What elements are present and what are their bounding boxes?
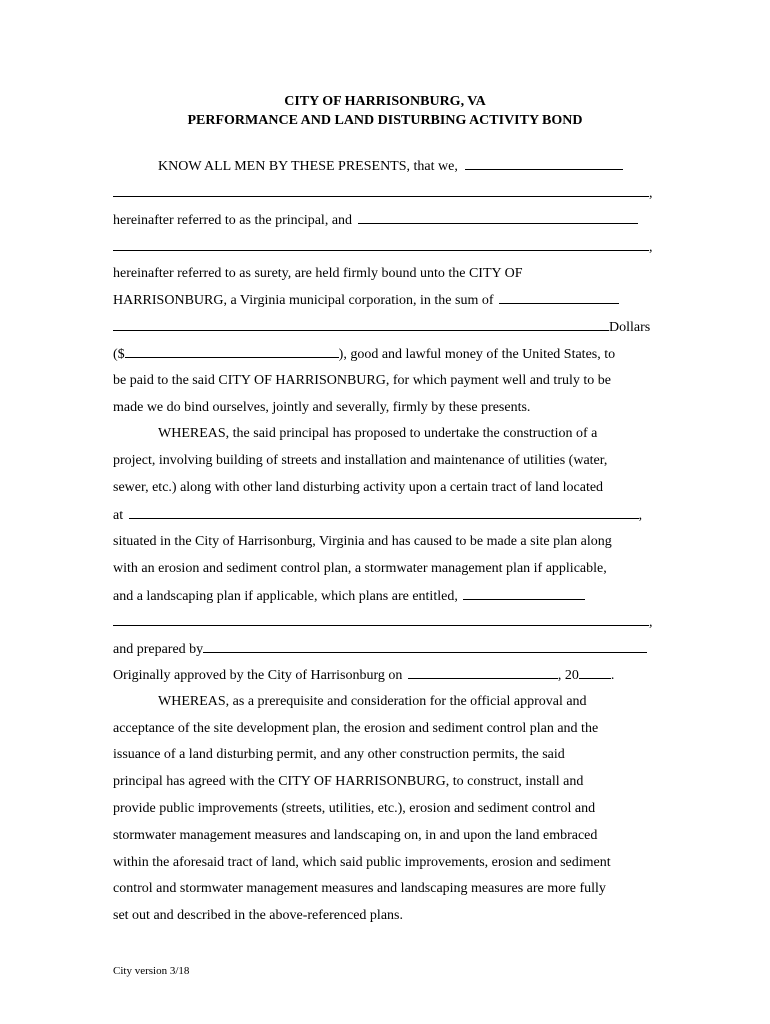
paragraph-line	[113, 800, 658, 818]
paragraph-line	[113, 907, 658, 925]
text-fragment: Originally approved by the City of Harrisonburg on	[113, 668, 403, 683]
paragraph-line	[113, 666, 658, 685]
paragraph-line	[113, 238, 658, 257]
paragraph-line	[113, 345, 658, 364]
bond-sum-words-blank[interactable]	[113, 318, 609, 331]
document-title-bond: PERFORMANCE AND LAND DISTURBING ACTIVITY BOND	[187, 113, 583, 128]
text-fragment: set out and described in the above-referenced plans.	[113, 908, 403, 923]
bond-amount-blank[interactable]	[125, 345, 339, 358]
text-fragment: WHEREAS, as a prerequisite and consideration for the official approval and	[158, 694, 587, 709]
text-fragment: HARRISONBURG, a Virginia municipal corporation, in the sum of	[113, 293, 494, 308]
version-footer: City version 3/18	[113, 965, 190, 977]
text-fragment: issuance of a land disturbing permit, and any other construction permits, the said	[113, 747, 565, 762]
text-fragment: Dollars	[609, 320, 651, 335]
text-fragment: principal has agreed with the CITY OF HARRISONBURG, to construct, install and	[113, 774, 584, 789]
text-fragment: acceptance of the site development plan, the erosion and sediment control plan and the	[113, 721, 599, 736]
principal-name-continued-blank[interactable]	[113, 184, 649, 197]
text-fragment: hereinafter referred to as surety, are held firmly bound unto the CITY OF	[113, 266, 523, 281]
text-fragment: ,	[649, 615, 653, 630]
prepared-by-blank[interactable]	[203, 640, 647, 653]
surety-name-continued-blank[interactable]	[113, 238, 649, 251]
text-fragment: ), good and lawful money of the United States, to	[338, 347, 616, 362]
surety-name-blank[interactable]	[358, 211, 638, 224]
paragraph-line	[113, 372, 658, 390]
text-fragment: hereinafter referred to as the principal, and	[113, 213, 353, 228]
principal-name-blank[interactable]	[465, 157, 623, 170]
text-fragment: within the aforesaid tract of land, which said public improvements, erosion and sediment	[113, 855, 611, 870]
paragraph-line	[113, 211, 658, 230]
paragraph-line	[158, 425, 658, 443]
text-fragment: and a landscaping plan if applicable, which plans are entitled,	[113, 589, 458, 604]
text-fragment: provide public improvements (streets, utilities, etc.), erosion and sediment control and	[113, 801, 596, 816]
text-fragment: and prepared by	[113, 642, 204, 657]
text-fragment: made we do bind ourselves, jointly and severally, firmly by these presents.	[113, 400, 531, 415]
text-fragment: ,	[649, 240, 653, 255]
paragraph-line	[113, 880, 658, 898]
plan-title-continued-blank[interactable]	[113, 613, 649, 626]
paragraph-line	[113, 479, 658, 497]
paragraph-line	[113, 854, 658, 872]
paragraph-line	[113, 773, 658, 791]
bond-sum-blank[interactable]	[499, 291, 619, 304]
approval-year-blank[interactable]	[579, 666, 611, 679]
text-fragment: at	[113, 508, 124, 523]
text-fragment: WHEREAS, the said principal has proposed to undertake the construction of a	[158, 426, 598, 441]
paragraph-line	[113, 291, 658, 310]
paragraph-line	[113, 640, 658, 659]
paragraph-line	[113, 452, 658, 470]
approval-date-blank[interactable]	[408, 666, 558, 679]
text-fragment: ($	[113, 347, 125, 362]
paragraph-line	[113, 506, 658, 525]
paragraph-line	[113, 399, 658, 417]
text-fragment: ,	[638, 508, 643, 523]
paragraph-line	[113, 587, 658, 606]
text-fragment: control and stormwater management measures and landscaping measures are more fully	[113, 881, 606, 896]
text-fragment: with an erosion and sediment control plan, a stormwater management plan if applicable,	[113, 561, 607, 576]
text-fragment: situated in the City of Harrisonburg, Virginia and has caused to be made a site plan along	[113, 534, 612, 549]
paragraph-line	[113, 265, 658, 283]
paragraph-line	[113, 746, 658, 764]
text-fragment: project, involving building of streets and installation and maintenance of utilities (water,	[113, 453, 608, 468]
paragraph-line	[158, 157, 658, 176]
text-fragment: ,	[649, 186, 653, 201]
property-location-blank[interactable]	[129, 506, 639, 519]
paragraph-line	[113, 318, 658, 337]
paragraph-line	[113, 827, 658, 845]
paragraph-line	[113, 720, 658, 738]
text-fragment: , 20	[557, 668, 579, 683]
text-fragment: sewer, etc.) along with other land disturbing activity upon a certain tract of land located	[113, 480, 604, 495]
text-fragment: be paid to the said CITY OF HARRISONBURG, for which payment well and truly to be	[113, 373, 611, 388]
text-fragment: KNOW ALL MEN BY THESE PRESENTS, that we,	[158, 159, 458, 174]
document-title-city: CITY OF HARRISONBURG, VA	[284, 94, 486, 109]
paragraph-line	[113, 613, 658, 632]
text-fragment: stormwater management measures and landscaping on, in and upon the land embraced	[113, 828, 598, 843]
paragraph-line	[113, 533, 658, 551]
text-fragment: .	[610, 668, 615, 683]
paragraph-line	[158, 693, 658, 711]
paragraph-line	[113, 184, 658, 203]
plan-title-blank[interactable]	[463, 587, 585, 600]
paragraph-line	[113, 560, 658, 578]
